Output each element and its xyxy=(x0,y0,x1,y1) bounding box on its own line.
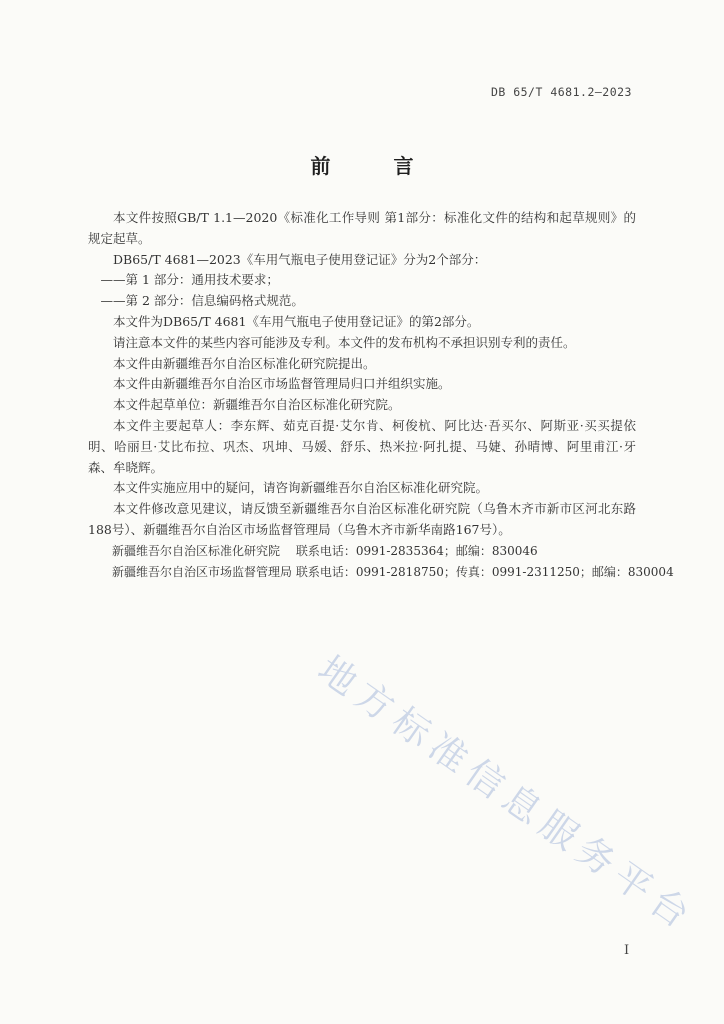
page-title: 前 言 xyxy=(310,154,442,178)
paragraph-this-part: 本文件为DB65/T 4681《车用气瓶电子使用登记证》的第2部分。 xyxy=(113,313,480,329)
paragraph-administered-by: 本文件由新疆维吾尔自治区市场监督管理局归口并组织实施。 xyxy=(113,376,451,392)
paragraph-feedback: 本文件修改意见建议，请反馈至新疆维吾尔自治区标准化研究院（乌鲁木齐市新市区河北东路188号）、新疆维吾尔自治区市场监督管理局（乌鲁木齐市新华南路167号）。 xyxy=(88,501,636,537)
paragraph-patent-notice: 请注意本文件的某些内容可能涉及专利。本文件的发布机构不承担识别专利的责任。 xyxy=(113,334,576,350)
watermark: 地方标准信息服务平台 xyxy=(310,647,704,941)
paragraph-drafters: 本文件主要起草人：李东辉、茹克百提·艾尔肯、柯俊杭、阿比达·吾买尔、阿斯亚·买买提依明、哈丽旦·艾比布拉、巩杰、巩坤、马媛、舒乐、热米拉·阿扎提、马婕、孙晴博、阿里甫江·牙森、牟晓辉。 xyxy=(88,417,636,475)
list-item-part-2: ——第 2 部分：信息编码格式规范。 xyxy=(100,293,304,309)
document-code: DB 65/T 4681.2—2023 xyxy=(490,85,632,99)
page-number: I xyxy=(624,943,630,958)
list-item-part-1: ——第 1 部分：通用技术要求； xyxy=(100,272,279,288)
foreword-body xyxy=(88,208,674,582)
contact-line-market-bureau: 新疆维吾尔自治区市场监督管理局 联系电话：0991-2818750；传真：0991-2311250；邮编：830004 xyxy=(112,564,674,579)
paragraph-drafting-unit: 本文件起草单位：新疆维吾尔自治区标准化研究院。 xyxy=(113,397,401,413)
paragraph-drafting-rules: 本文件按照GB/T 1.1—2020《标准化工作导则 第1部分：标准化文件的结构和起草规则》的规定起草。 xyxy=(88,210,636,246)
paragraph-proposed-by: 本文件由新疆维吾尔自治区标准化研究院提出。 xyxy=(113,355,376,371)
paragraph-inquiries: 本文件实施应用中的疑问，请咨询新疆维吾尔自治区标准化研究院。 xyxy=(113,480,489,496)
contact-line-institute: 新疆维吾尔自治区标准化研究院 联系电话：0991-2835364；邮编：830046 xyxy=(112,543,538,558)
paragraph-parts-intro: DB65/T 4681—2023《车用气瓶电子使用登记证》分为2个部分： xyxy=(113,251,487,267)
